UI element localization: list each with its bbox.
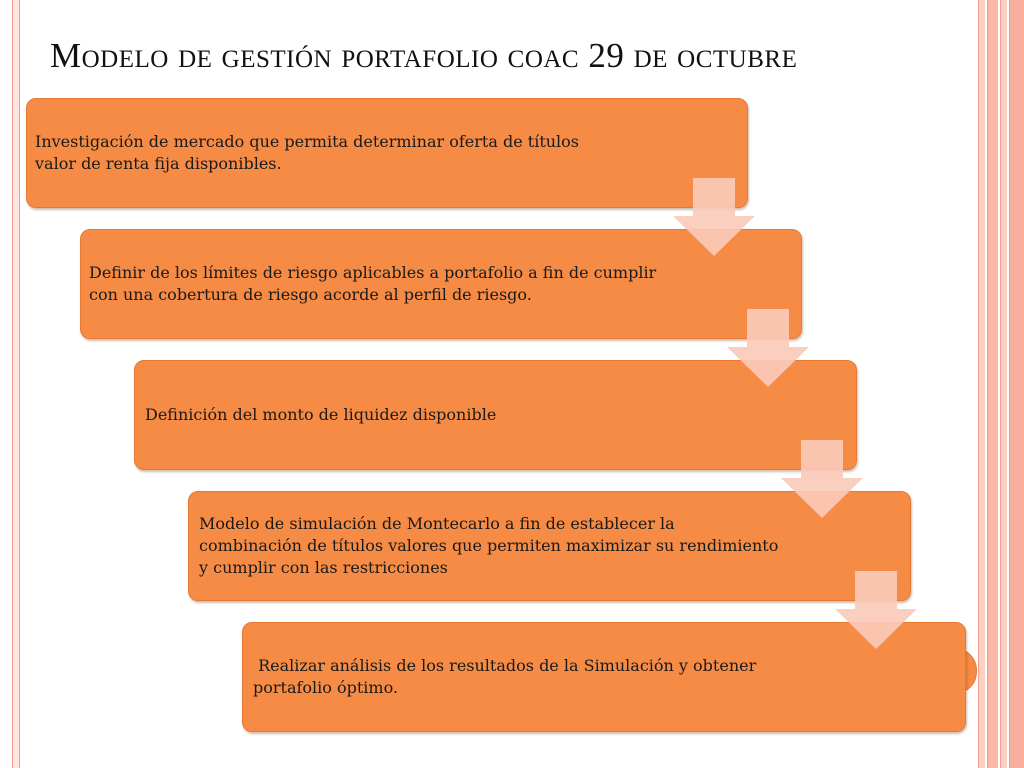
- process-step-3-text: Definición del monto de liquidez disponible: [145, 405, 497, 424]
- process-step-2-text: Definir de los límites de riesgo aplicables a portafolio a fin de cumplir con una cobertura de riesgo acorde al perfil de riesgo.: [89, 263, 657, 304]
- slide-frame-right-stripe: [1009, 0, 1024, 768]
- process-step-1-text: Investigación de mercado que permita determinar oferta de títulos valor de renta fija disponibles.: [35, 132, 580, 173]
- down-arrow-icon: [673, 178, 755, 256]
- process-step-1: [26, 98, 748, 208]
- slide-title: Modelo de gestión portafolio coac 29 de octubre: [50, 36, 798, 75]
- process-step-5-text: Realizar análisis de los resultados de la Simulación y obtener portafolio óptimo.: [253, 656, 762, 697]
- down-arrow-icon: [835, 571, 917, 649]
- down-arrow-icon: [727, 309, 809, 387]
- slide-frame-left: [12, 0, 20, 768]
- process-step-4-text: Modelo de simulación de Montecarlo a fin de establecer la combinación de títulos valores que permiten maximizar su rendimiento y cumplir con las restricciones: [199, 514, 779, 577]
- slide-frame-right-stripe: [978, 0, 985, 768]
- slide-frame-right-stripe: [987, 0, 998, 768]
- slide-frame-right-stripe: [1000, 0, 1007, 768]
- down-arrow-icon: [781, 440, 863, 518]
